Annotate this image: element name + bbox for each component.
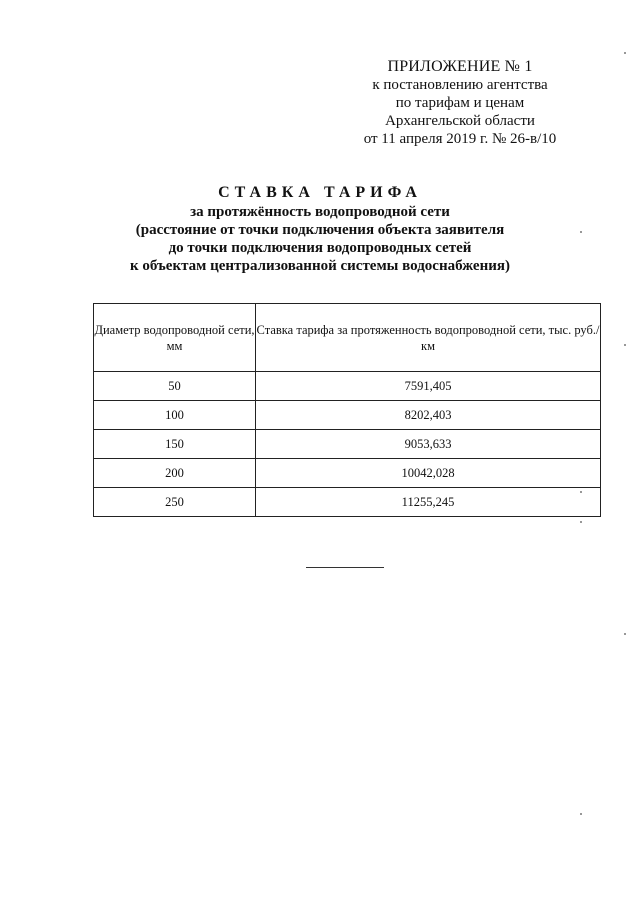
table-header-row (94, 304, 601, 372)
scan-speck (624, 633, 626, 635)
document-title: СТАВКА ТАРИФА (218, 184, 422, 201)
cell-diameter: 100 (94, 401, 256, 430)
scan-speck (580, 813, 582, 815)
table-row (94, 459, 601, 488)
scan-speck (624, 344, 626, 346)
appendix-line: Архангельской области (385, 113, 535, 129)
appendix-line: по тарифам и ценам (395, 95, 525, 111)
title-subline: (расстояние от точки подключения объекта заявителя (135, 222, 505, 238)
table-row (94, 430, 601, 459)
appendix-block (340, 58, 580, 148)
cell-rate: 10042,028 (256, 459, 601, 488)
table-row (94, 488, 601, 517)
column-header-diameter: Диаметр водопроводной сети, мм (94, 304, 256, 372)
cell-rate: 9053,633 (256, 430, 601, 459)
tariff-table (93, 303, 601, 517)
scan-speck (580, 521, 582, 523)
title-block (60, 183, 580, 275)
title-subline: к объектам централизованной системы водоснабжения) (130, 258, 510, 274)
scan-speck (580, 491, 582, 493)
cell-rate: 11255,245 (256, 488, 601, 517)
scan-speck (580, 231, 582, 233)
scan-speck (624, 52, 626, 54)
cell-diameter: 50 (94, 372, 256, 401)
appendix-heading: ПРИЛОЖЕНИЕ № 1 (387, 58, 533, 75)
column-header-rate: Ставка тарифа за протяженность водопроводной сети, тыс. руб./км (256, 304, 601, 372)
title-subline: до точки подключения водопроводных сетей (168, 240, 472, 256)
table-row (94, 401, 601, 430)
cell-diameter: 150 (94, 430, 256, 459)
appendix-line: от 11 апреля 2019 г. № 26-в/10 (363, 131, 557, 147)
cell-diameter: 250 (94, 488, 256, 517)
cell-diameter: 200 (94, 459, 256, 488)
cell-rate: 7591,405 (256, 372, 601, 401)
cell-rate: 8202,403 (256, 401, 601, 430)
table-row (94, 372, 601, 401)
closing-separator-line (306, 567, 384, 568)
title-subline: за протяжённость водопроводной сети (190, 204, 450, 220)
appendix-line: к постановлению агентства (372, 77, 548, 93)
